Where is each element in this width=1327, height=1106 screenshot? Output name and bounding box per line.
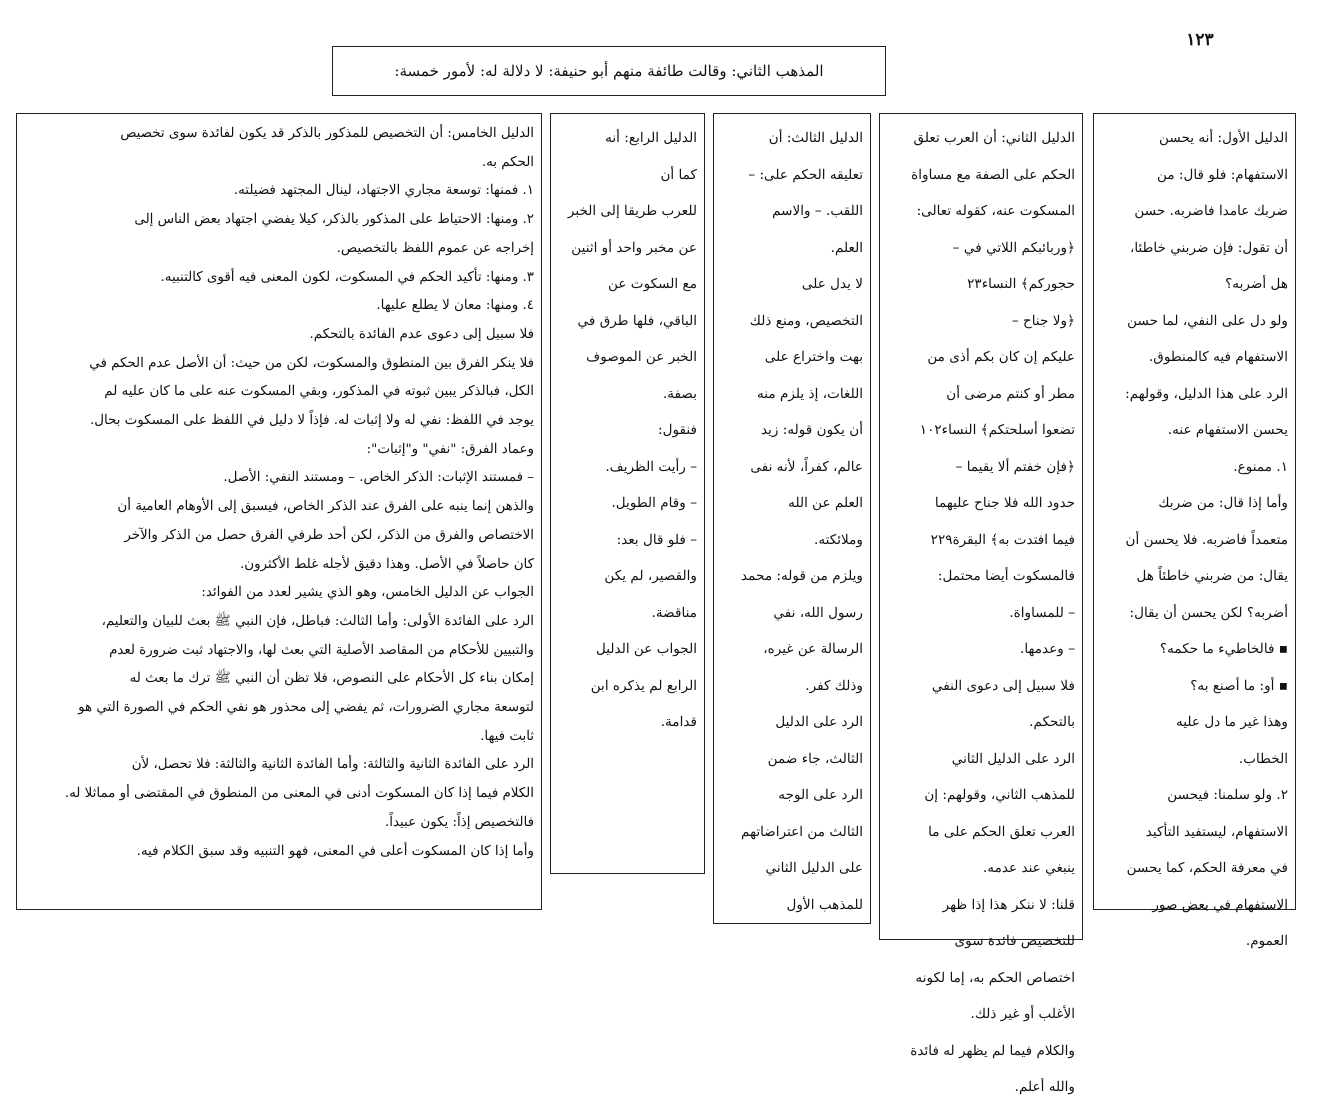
text-line: فالتخصيص إذاً: يكون عبيداً. bbox=[385, 814, 534, 830]
text-line: في معرفة الحكم، كما يحسن bbox=[1126, 860, 1288, 876]
text-line: فلا ينكر الفرق بين المنطوق والمسكوت، لكن من حيث: أن الأصل عدم الحكم في bbox=[89, 355, 534, 371]
text-line: – فلو قال بعد: bbox=[616, 531, 697, 548]
text-line: لتوسعة مجاري الضرورات، ثم يفضي إلى محذور هو نفي الحكم في الصورة التي هو bbox=[78, 700, 534, 716]
text-line: ٤. ومنها: معان لا يطلع عليها. bbox=[376, 298, 534, 314]
text-line: ثابت فيها. bbox=[480, 728, 534, 744]
text-line: متعمداً فاضربه. فلا يحسن أن bbox=[1125, 531, 1288, 548]
text-line: عليكم إن كان بكم أذى من bbox=[927, 349, 1075, 365]
text-line: الجواب عن الدليل الخامس، وهو الذي يشير لعدد من الفوائد: bbox=[201, 585, 534, 601]
text-line: بالتحكم. bbox=[1029, 714, 1075, 730]
text-line: الرد على الدليل الثاني bbox=[951, 750, 1075, 767]
text-line: الكلام فيما إذا كان المسكوت أدنى في المعنى من المنطوق في المقتضى أو مماثلا له. bbox=[64, 786, 534, 802]
text-line: – وعدمها. bbox=[1020, 641, 1075, 657]
text-line: كما أن bbox=[660, 166, 697, 183]
column-fourth-evidence bbox=[550, 113, 705, 874]
text-line: اختصاص الحكم به، إما لكونه bbox=[915, 969, 1075, 986]
text-line: فنقول: bbox=[658, 422, 697, 438]
text-line: للمذهب الأول bbox=[786, 896, 863, 913]
text-line: بصفة. bbox=[662, 385, 697, 402]
text-line: ﴿ولا جناح – bbox=[1011, 312, 1075, 329]
text-line: يوجد في اللفظ: نفي له ولا إثبات له. فإذاً لا دليل في اللفظ على المسكوت بحال. bbox=[89, 413, 534, 429]
text-line: وهذا غير ما دل عليه bbox=[1176, 714, 1288, 730]
text-line: فلا سبيل إلى دعوى النفي bbox=[931, 677, 1075, 694]
text-line: حجوركم﴾ النساء٢٣ bbox=[967, 276, 1075, 292]
text-line: العلم. bbox=[830, 239, 863, 256]
text-line: رسول الله، نفي bbox=[773, 604, 863, 621]
text-line: وملائكته. bbox=[814, 531, 863, 548]
text-line: الرد على الفائدة الثانية والثالثة: وأما الفائدة الثانية والثالثة: فلا تحصل، لأن bbox=[131, 757, 534, 773]
text-line: ولو دل على النفي، لما حسن bbox=[1127, 312, 1288, 329]
text-line: الدليل الأول: أنه يحسن bbox=[1159, 130, 1288, 146]
text-line: وعماد الفرق: "نفي" و"إثبات": bbox=[366, 441, 534, 457]
text-line: الاستفهام، ليستفيد التأكيد bbox=[1145, 823, 1288, 840]
text-line: الخبر عن الموصوف bbox=[586, 349, 697, 365]
text-line: فالمسكوت أيضا محتمل: bbox=[937, 568, 1075, 584]
text-line: الدليل الخامس: أن التخصيص للمذكور بالذكر قد يكون لفائدة سوى تخصيص bbox=[120, 126, 534, 141]
text-line: الرد على الفائدة الأولى: وأما الثالث: فباطل، فإن النبي ﷺ بعث للبيان والتعليم، bbox=[101, 613, 534, 629]
text-line: التخصيص، ومنع ذلك bbox=[749, 312, 863, 329]
text-line: العموم. bbox=[1245, 933, 1288, 949]
text-line: ٢. ومنها: الاحتياط على المذكور بالذكر، كيلا يفضي اجتهاد بعض الناس إلى bbox=[134, 212, 534, 228]
text-line: كان حاصلاً في الأصل. وهذا دقيق لأجله غلط الأكثرون. bbox=[240, 556, 534, 572]
text-line: – رأيت الظريف. bbox=[605, 458, 697, 475]
column-fifth-evidence bbox=[16, 113, 542, 910]
text-line: إخراجه عن عموم اللفظ بالتخصيص. bbox=[336, 240, 534, 256]
text-line: ▪ أو: ما أصنع به؟ bbox=[1190, 677, 1288, 694]
text-line: لا يدل على bbox=[801, 276, 863, 292]
text-line: – للمساواة. bbox=[1009, 604, 1075, 621]
text-line: الدليل الثالث: أن bbox=[768, 130, 863, 146]
column-second-evidence bbox=[879, 113, 1083, 1095]
text-line: ﴿فإن خفتم ألا يقيما – bbox=[955, 458, 1075, 475]
text-line: الدليل الرابع: أنه bbox=[605, 130, 697, 146]
text-line: الاستفهام في بعض صور bbox=[1152, 896, 1288, 913]
text-line: مناقضة. bbox=[651, 604, 697, 621]
text-line: الرد على الوجه bbox=[778, 787, 863, 803]
text-line: الدليل الثاني: أن العرب تعلق bbox=[913, 130, 1075, 146]
text-line: الاستفهام فيه كالمنطوق. bbox=[1148, 349, 1288, 365]
text-line: والذهن إنما ينبه على الفرق عند الذكر الخاص، فيسبق إلى الأوهام العامية أن bbox=[117, 499, 534, 515]
text-line: والكلام فيما لم يظهر له فائدة bbox=[910, 1042, 1075, 1059]
text-line: المسكوت عنه، كقوله تعالى: bbox=[916, 203, 1075, 219]
text-line: يحسن الاستفهام عنه. bbox=[1167, 422, 1288, 438]
text-line: فيما افتدت به﴾ البقرة٢٢٩ bbox=[930, 531, 1075, 548]
text-line: ينبغي عند عدمه. bbox=[982, 860, 1075, 876]
text-line: ٢. ولو سلمنا: فيحسن bbox=[1167, 787, 1288, 803]
text-line: الجواب عن الدليل bbox=[596, 641, 697, 657]
text-line: مع السكوت عن bbox=[608, 276, 697, 292]
text-line: الأغلب أو غير ذلك. bbox=[970, 1006, 1075, 1022]
text-line: قلنا: لا ننكر هذا إذا ظهر bbox=[942, 896, 1075, 913]
text-line: الحكم به. bbox=[481, 154, 534, 170]
text-line: ضربك عامدا فاضربه. حسن bbox=[1134, 203, 1288, 219]
text-line: للمذهب الثاني، وقولهم: إن bbox=[924, 787, 1075, 803]
text-line: هل أضربه؟ bbox=[1225, 276, 1288, 292]
text-line: على الدليل الثاني bbox=[765, 860, 863, 876]
text-line: وأما إذا قال: من ضربك bbox=[1158, 495, 1288, 511]
text-line: ١. فمنها: توسعة مجاري الاجتهاد، لينال المجتهد فضيلته. bbox=[233, 183, 534, 199]
text-line: أن تقول: فإن ضربني خاطئا، bbox=[1129, 239, 1288, 256]
text-line: ٣. ومنها: تأكيد الحكم في المسكوت، لكون المعنى فيه أقوى كالتنبيه. bbox=[160, 269, 534, 285]
text-line: الباقي، فلها طرق في bbox=[577, 312, 697, 329]
text-line: إمكان بناء كل الأحكام على النصوص، فلا تظن أن النبي ﷺ ترك ما بعث له bbox=[129, 671, 534, 687]
text-line: الاستفهام: فلو قال: من bbox=[1156, 166, 1288, 183]
text-line: والتبيين للأحكام من المقاصد الأصلية التي بعث لها، والاجتهاد ثبت ضرورة لعدم bbox=[109, 642, 534, 658]
text-line: بهت واختراع على bbox=[764, 349, 863, 365]
text-line: ﴿وربائبكم اللاتي في – bbox=[952, 239, 1075, 256]
text-line: – فمستند الإثبات: الذكر الخاص. – ومستند النفي: الأصل. bbox=[223, 470, 534, 486]
text-line: تعليقه الحكم على: – bbox=[748, 166, 863, 183]
text-line: الاختصاص والفرق من الذكر، لكن أحد طرفي الفرق حصل من الذكر والآخر bbox=[124, 527, 534, 543]
text-line: مطر أو كنتم مرضى أن bbox=[946, 385, 1075, 402]
text-line: تضعوا أسلحتكم﴾ النساء١٠٢ bbox=[919, 422, 1075, 438]
text-line: – وقام الطويل. bbox=[611, 495, 697, 511]
text-line: اللقب. – والاسم bbox=[772, 203, 863, 219]
text-line: ▪ فالخاطيء ما حكمه؟ bbox=[1159, 641, 1288, 657]
text-line: العلم عن الله bbox=[788, 495, 863, 511]
page-heading: المذهب الثاني: وقالت طائفة منهم أبو حنيفة: لا دلالة له: لأمور خمسة: bbox=[394, 62, 824, 80]
text-line: أن يكون قوله: زيد bbox=[760, 422, 863, 438]
text-line: عالم، كفراً، لأنه نفى bbox=[750, 458, 863, 475]
page-heading-box bbox=[332, 46, 886, 96]
text-line: الرابع لم يذكره ابن bbox=[590, 677, 697, 694]
text-line: للتخصيص فائدة سوى bbox=[954, 933, 1075, 949]
text-line: للعرب طريقا إلى الخبر bbox=[567, 203, 697, 219]
text-line: وذلك كفر. bbox=[805, 677, 863, 694]
text-line: حدود الله فلا جناح عليهما bbox=[934, 495, 1075, 511]
text-line: والله أعلم. bbox=[1014, 1079, 1075, 1095]
text-line: أضربه؟ لكن يحسن أن يقال: bbox=[1129, 604, 1288, 621]
text-line: الرد على الدليل bbox=[775, 714, 863, 730]
text-line: قدامة. bbox=[660, 714, 697, 730]
text-line: اللغات، إذ يلزم منه bbox=[757, 385, 863, 402]
text-line: الثالث من اعتراضاتهم bbox=[741, 823, 863, 840]
text-line: الحكم على الصفة مع مساواة bbox=[911, 166, 1075, 183]
column-first-evidence bbox=[1093, 113, 1296, 949]
text-line: الرسالة عن غيره، bbox=[763, 641, 863, 657]
text-line: ١. ممنوع. bbox=[1233, 458, 1288, 475]
text-line: عن مخبر واحد أو اثنين bbox=[571, 239, 697, 256]
text-line: وأما إذا كان المسكوت أعلى في المعنى، فهو التنبيه وقد سبق الكلام فيه. bbox=[136, 843, 534, 859]
text-line: ويلزم من قوله: محمد bbox=[741, 568, 863, 584]
text-line: فلا سبيل إلى دعوى عدم الفائدة بالتحكم. bbox=[309, 326, 534, 342]
text-line: الكل، فبالذكر يبين ثبوته في المذكور، وبقي المسكوت عنه على ما كان عليه لم bbox=[104, 384, 534, 400]
text-line: يقال: من ضربني خاطئاً هل bbox=[1136, 568, 1288, 584]
page-number: ١٢٣ bbox=[1186, 30, 1214, 50]
text-line: الرد على هذا الدليل، وقولهم: bbox=[1125, 385, 1288, 402]
text-line: الخطاب. bbox=[1238, 750, 1288, 767]
column-third-evidence bbox=[713, 113, 871, 924]
text-line: الثالث، جاء ضمن bbox=[767, 750, 863, 767]
text-line: والقصير، لم يكن bbox=[604, 568, 697, 584]
text-line: العرب تعلق الحكم على ما bbox=[928, 823, 1075, 840]
